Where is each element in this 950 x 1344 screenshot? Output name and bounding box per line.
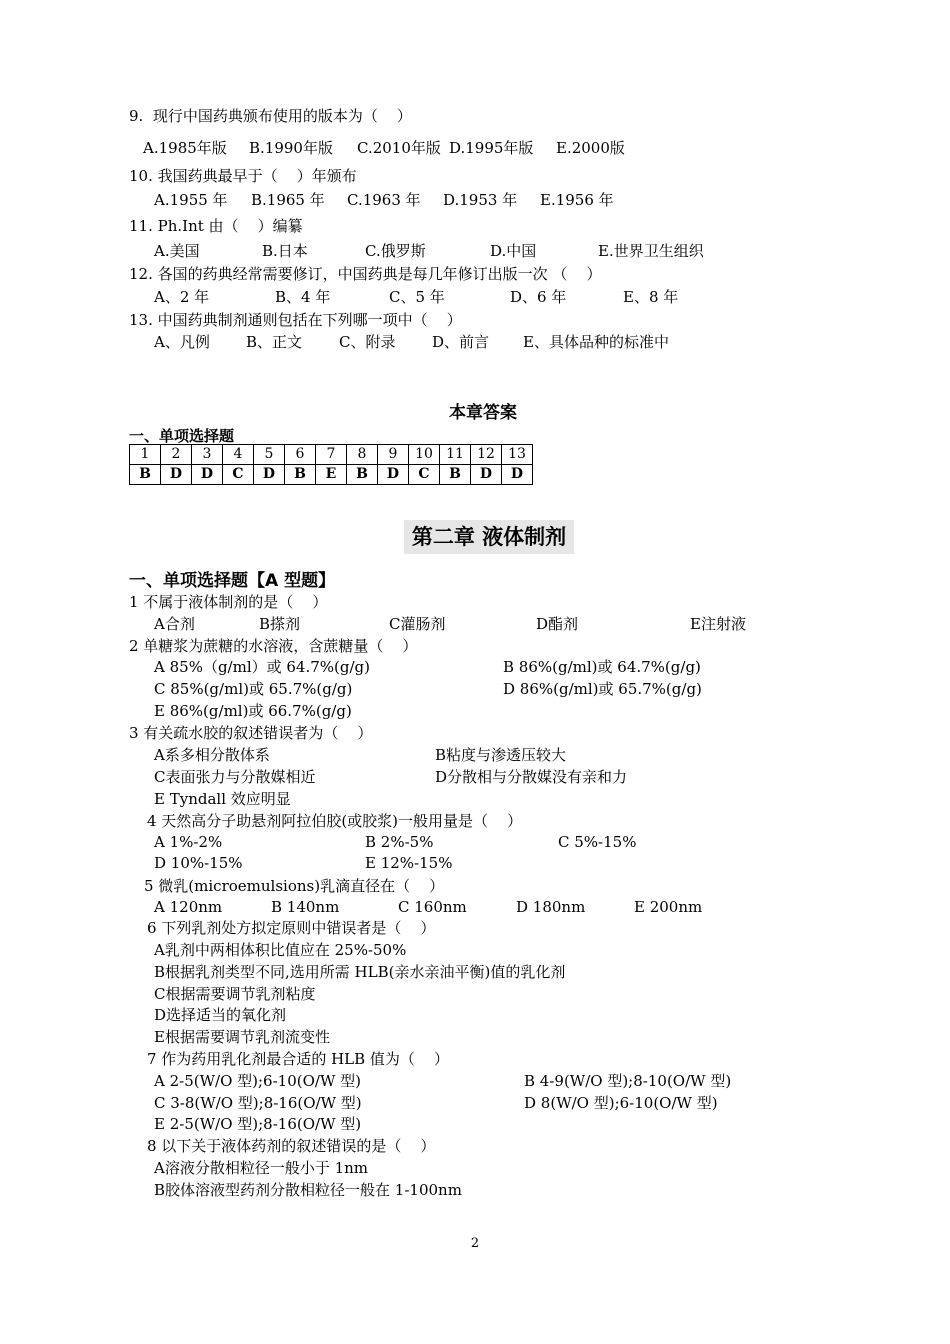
c2q4-option-e: E 12%-15% — [365, 854, 453, 872]
c2q3-option-b: B粘度与渗透压较大 — [435, 746, 567, 764]
c2q4-option-a: A 1%-2% — [154, 833, 223, 851]
table-cell: 2 — [161, 445, 192, 465]
c2q6-option-a: A乳剂中两相体积比值应在 25%-50% — [154, 941, 407, 959]
q12-option-a: A、2 年 — [154, 288, 210, 306]
q13-option-d: D、前言 — [432, 333, 490, 351]
table-cell: 8 — [347, 445, 378, 465]
q12-option-d: D、6 年 — [510, 288, 567, 306]
question-9-stem: 9. 现行中国药典颁布使用的版本为（ ） — [129, 107, 412, 125]
q10-option-d: D.1953 年 — [443, 191, 518, 209]
c2q7-option-b: B 4-9(W/O 型);8-10(O/W 型) — [524, 1072, 732, 1090]
table-cell: 6 — [285, 445, 316, 465]
chapter2-question-5-stem: 5 微乳(microemulsions)乳滴直径在（ ） — [144, 877, 445, 895]
table-cell: 9 — [378, 445, 409, 465]
answers-title: 本章答案 — [449, 403, 517, 423]
table-cell: 7 — [316, 445, 347, 465]
c2q1-option-d: D酯剂 — [536, 615, 579, 633]
q11-option-d: D.中国 — [490, 242, 537, 260]
c2q2-option-c: C 85%(g/ml)或 65.7%(g/g) — [154, 680, 353, 698]
c2q5-option-b: B 140nm — [271, 898, 340, 916]
c2q1-option-b: B搽剂 — [259, 615, 301, 633]
c2q3-option-d: D分散相与分散媒没有亲和力 — [435, 768, 628, 786]
question-13-stem: 13. 中国药典制剂通则包括在下列哪一项中（ ） — [129, 311, 462, 329]
chapter-title: 第二章 液体制剂 — [404, 520, 574, 554]
c2q8-option-a: A溶液分散相粒径一般小于 1nm — [154, 1159, 369, 1177]
answer-table — [129, 444, 533, 485]
table-cell: 10 — [409, 445, 440, 465]
table-cell: 1 — [130, 445, 161, 465]
c2q7-option-d: D 8(W/O 型);6-10(O/W 型) — [524, 1094, 718, 1112]
c2q5-option-c: C 160nm — [398, 898, 467, 916]
answer-table-number-row — [130, 445, 533, 465]
q9-option-b: B.1990年版 — [249, 139, 333, 157]
c2q1-option-a: A合剂 — [154, 615, 195, 633]
q10-option-a: A.1955 年 — [154, 191, 228, 209]
q10-option-c: C.1963 年 — [347, 191, 421, 209]
chapter2-question-1-stem: 1 不属于液体制剂的是（ ） — [129, 593, 328, 611]
q11-option-c: C.俄罗斯 — [365, 242, 426, 260]
table-cell: D — [161, 465, 192, 485]
answer-table-answer-row — [130, 465, 533, 485]
c2q7-option-e: E 2-5(W/O 型);8-16(O/W 型) — [154, 1115, 362, 1133]
question-10-stem: 10. 我国药典最早于（ ）年颁布 — [129, 167, 357, 185]
table-cell: B — [440, 465, 471, 485]
q11-option-a: A.美国 — [154, 242, 200, 260]
c2q5-option-e: E 200nm — [634, 898, 703, 916]
q11-option-b: B.日本 — [262, 242, 308, 260]
table-cell: 13 — [502, 445, 533, 465]
table-cell: D — [471, 465, 502, 485]
c2q6-option-d: D选择适当的氧化剂 — [154, 1006, 287, 1024]
q13-option-e: E、具体品种的标准中 — [523, 333, 669, 351]
c2q6-option-b: B根据乳剂类型不同,选用所需 HLB(亲水亲油平衡)值的乳化剂 — [154, 963, 566, 981]
table-cell: 11 — [440, 445, 471, 465]
chapter2-question-7-stem: 7 作为药用乳化剂最合适的 HLB 值为（ ） — [147, 1050, 449, 1068]
chapter2-question-3-stem: 3 有关疏水胶的叙述错误者为（ ） — [129, 724, 373, 742]
q11-option-e: E.世界卫生组织 — [598, 242, 704, 260]
c2q3-option-c: C表面张力与分散媒相近 — [154, 768, 316, 786]
q12-option-c: C、5 年 — [389, 288, 445, 306]
table-cell: C — [223, 465, 254, 485]
question-11-stem: 11. Ph.Int 由（ ）编纂 — [129, 217, 303, 235]
chapter2-question-8-stem: 8 以下关于液体药剂的叙述错误的是（ ） — [147, 1137, 436, 1155]
table-cell: C — [409, 465, 440, 485]
table-cell: 5 — [254, 445, 285, 465]
q9-option-c: C.2010年版 — [357, 139, 441, 157]
c2q2-option-e: E 86%(g/ml)或 66.7%(g/g) — [154, 702, 352, 720]
table-cell: 12 — [471, 445, 502, 465]
q13-option-a: A、凡例 — [154, 333, 210, 351]
section-title: 一、单项选择题【A 型题】 — [129, 571, 336, 591]
c2q4-option-d: D 10%-15% — [154, 854, 243, 872]
c2q3-option-e: E Tyndall 效应明显 — [154, 790, 291, 808]
table-cell: 4 — [223, 445, 254, 465]
q13-option-c: C、附录 — [339, 333, 396, 351]
c2q7-option-a: A 2-5(W/O 型);6-10(O/W 型) — [154, 1072, 361, 1090]
c2q4-option-b: B 2%-5% — [365, 833, 434, 851]
q13-option-b: B、正文 — [246, 333, 303, 351]
q12-option-b: B、4 年 — [275, 288, 331, 306]
c2q5-option-a: A 120nm — [154, 898, 223, 916]
table-cell: D — [254, 465, 285, 485]
c2q4-option-c: C 5%-15% — [558, 833, 637, 851]
table-cell: D — [378, 465, 409, 485]
chapter2-question-4-stem: 4 天然高分子助悬剂阿拉伯胶(或胶浆)一般用量是（ ） — [147, 812, 523, 830]
c2q1-option-c: C灌肠剂 — [389, 615, 446, 633]
c2q5-option-d: D 180nm — [516, 898, 586, 916]
c2q7-option-c: C 3-8(W/O 型);8-16(O/W 型) — [154, 1094, 362, 1112]
c2q2-option-a: A 85%（g/ml）或 64.7%(g/g) — [154, 658, 370, 676]
table-cell: E — [316, 465, 347, 485]
table-cell: B — [347, 465, 378, 485]
chapter2-question-2-stem: 2 单糖浆为蔗糖的水溶液，含蔗糖量（ ） — [129, 637, 418, 655]
q10-option-e: E.1956 年 — [540, 191, 614, 209]
table-cell: D — [502, 465, 533, 485]
question-12-stem: 12. 各国的药典经常需要修订，中国药典是每几年修订出版一次 （ ） — [129, 265, 602, 283]
c2q6-option-c: C根据需要调节乳剂粘度 — [154, 985, 316, 1003]
c2q2-option-b: B 86%(g/ml)或 64.7%(g/g) — [503, 658, 701, 676]
table-cell: 3 — [192, 445, 223, 465]
c2q3-option-a: A系多相分散体系 — [154, 746, 270, 764]
q12-option-e: E、8 年 — [623, 288, 679, 306]
q9-option-a: A.1985年版 — [143, 139, 227, 157]
c2q2-option-d: D 86%(g/ml)或 65.7%(g/g) — [503, 680, 702, 698]
c2q6-option-e: E根据需要调节乳剂流变性 — [154, 1028, 330, 1046]
q9-option-e: E.2000版 — [556, 139, 625, 157]
table-cell: B — [130, 465, 161, 485]
table-cell: B — [285, 465, 316, 485]
table-cell: D — [192, 465, 223, 485]
q10-option-b: B.1965 年 — [251, 191, 325, 209]
page-number: 2 — [470, 1236, 480, 1251]
c2q1-option-e: E注射液 — [690, 615, 746, 633]
q9-option-d: D.1995年版 — [449, 139, 534, 157]
chapter2-question-6-stem: 6 下列乳剂处方拟定原则中错误者是（ ） — [147, 919, 436, 937]
answers-section-title: 一、单项选择题 — [129, 427, 235, 445]
c2q8-option-b: B胶体溶液型药剂分散相粒径一般在 1-100nm — [154, 1181, 462, 1199]
